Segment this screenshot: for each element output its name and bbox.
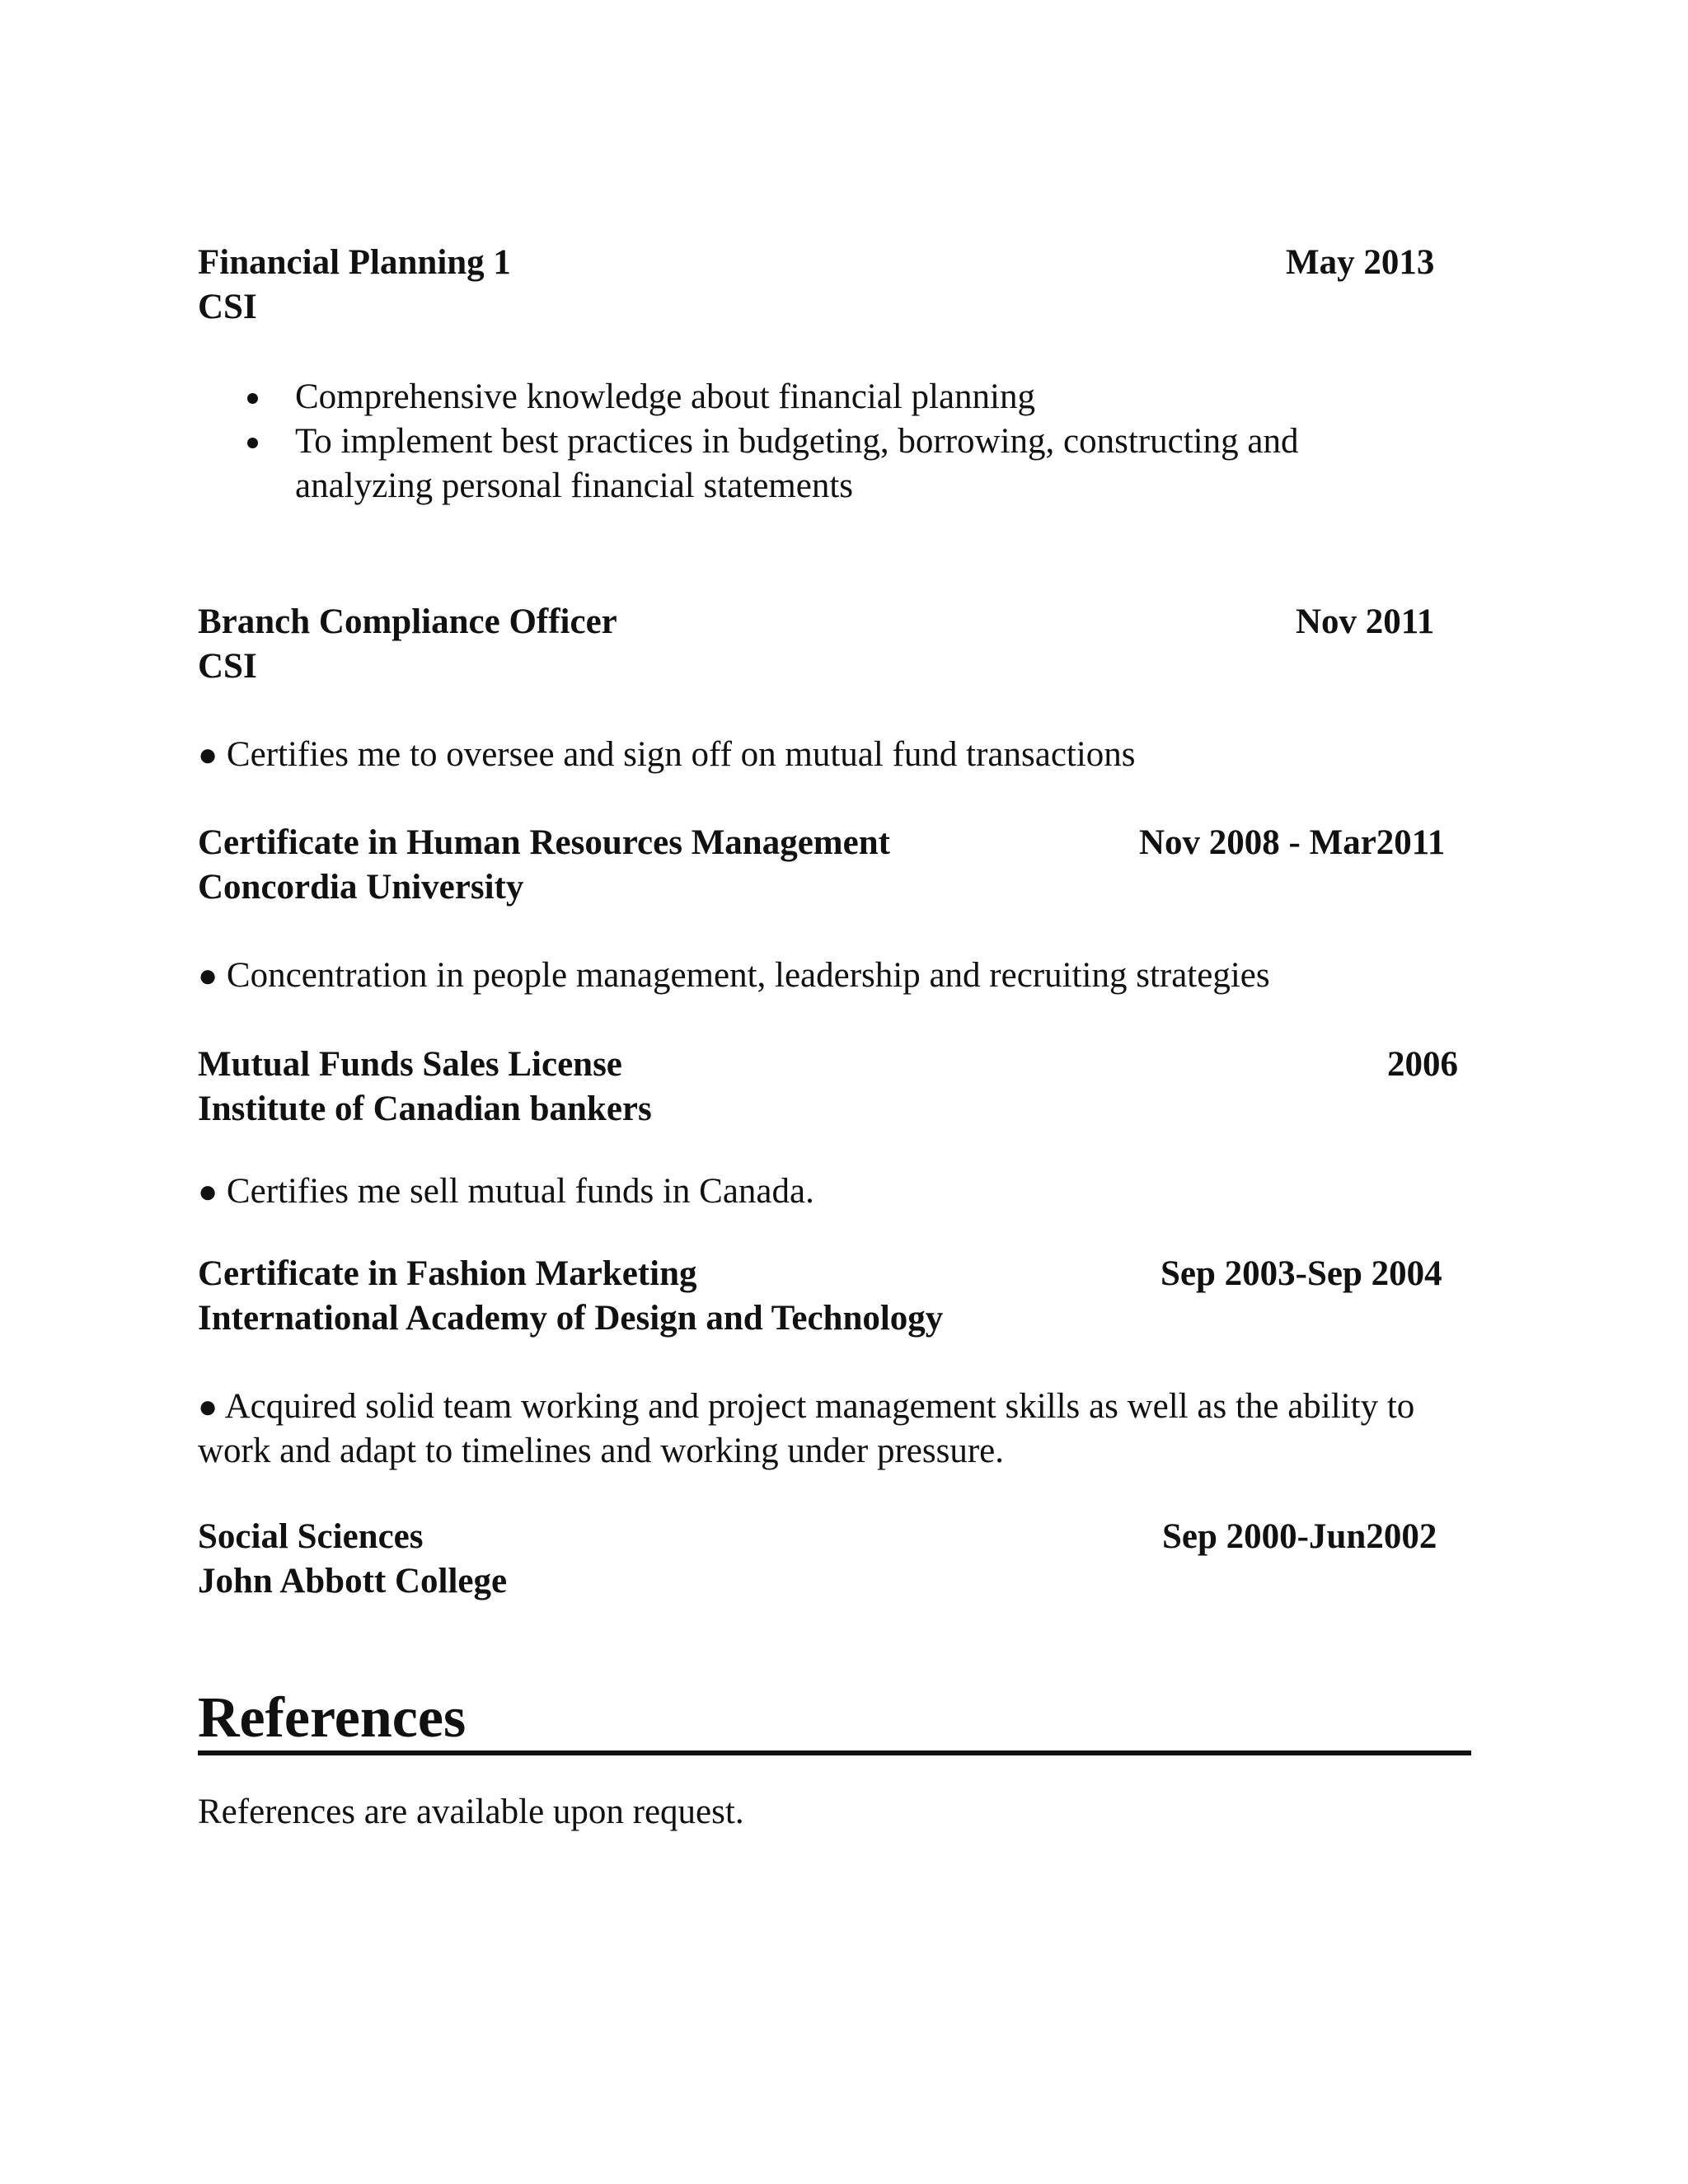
entry-institution: CSI (198, 647, 257, 686)
entry-header (198, 821, 1471, 865)
education-entry (198, 1252, 1471, 1341)
entry-title: Social Sciences (198, 1517, 424, 1556)
bullet-dot-icon (247, 438, 258, 448)
entry-date: Sep 2000-Jun2002 (1162, 1517, 1437, 1556)
entry-date: May 2013 (1286, 243, 1435, 282)
education-entry (198, 821, 1471, 910)
references-text: References are available upon request. (198, 1793, 744, 1831)
section-title: References (198, 1686, 467, 1750)
bullet-dot-icon (247, 393, 258, 404)
list-item (198, 419, 1367, 509)
entry-title: Mutual Funds Sales License (198, 1045, 622, 1084)
entry-header (198, 600, 1471, 644)
entry-date: 2006 (1387, 1045, 1458, 1084)
bullet-text: To implement best practices in budgeting, borrowing, constructing and analyzing personal financial statements (295, 422, 1299, 505)
education-entry (198, 600, 1471, 689)
note-text: Acquired solid team working and project management skills as well as the ability to work and adapt to timelines and working under pressure. (198, 1387, 1415, 1470)
references-heading (198, 1681, 1471, 1755)
entry-bullet-list (198, 375, 1401, 509)
bullet-dot-icon: ● (198, 957, 218, 994)
entry-title: Branch Compliance Officer (198, 602, 617, 641)
heading-underline (198, 1750, 1471, 1755)
entry-date: Nov 2008 - Mar2011 (1139, 823, 1446, 862)
entry-note (198, 733, 1484, 777)
education-entry (198, 241, 1471, 330)
entry-date: Nov 2011 (1296, 602, 1435, 641)
entry-date: Sep 2003-Sep 2004 (1160, 1254, 1442, 1293)
entry-header (198, 241, 1471, 285)
note-text: Certifies me sell mutual funds in Canada. (226, 1172, 814, 1211)
entry-header (198, 1515, 1471, 1559)
entry-header (198, 1252, 1471, 1296)
entry-header (198, 1043, 1471, 1087)
bullet-dot-icon: ● (198, 736, 218, 773)
bullet-text: Comprehensive knowledge about financial planning (295, 377, 1035, 416)
entry-note (198, 1385, 1484, 1474)
education-entry (198, 1043, 1471, 1132)
education-entry (198, 1515, 1471, 1604)
entry-institution: Concordia University (198, 868, 524, 907)
entry-institution: CSI (198, 288, 257, 326)
entry-institution: International Academy of Design and Technology (198, 1299, 944, 1338)
entry-note (198, 954, 1484, 998)
entry-title: Financial Planning 1 (198, 243, 511, 282)
list-item (198, 375, 1401, 419)
note-text: Concentration in people management, leadership and recruiting strategies (226, 956, 1270, 995)
note-text: Certifies me to oversee and sign off on mutual fund transactions (226, 735, 1136, 774)
entry-title: Certificate in Human Resources Management (198, 823, 890, 862)
bullet-dot-icon: ● (198, 1173, 218, 1210)
entry-note (198, 1169, 1484, 1214)
entry-institution: John Abbott College (198, 1562, 508, 1601)
bullet-dot-icon: ● (198, 1388, 218, 1425)
entry-title: Certificate in Fashion Marketing (198, 1254, 697, 1293)
entry-institution: Institute of Canadian bankers (198, 1090, 652, 1128)
